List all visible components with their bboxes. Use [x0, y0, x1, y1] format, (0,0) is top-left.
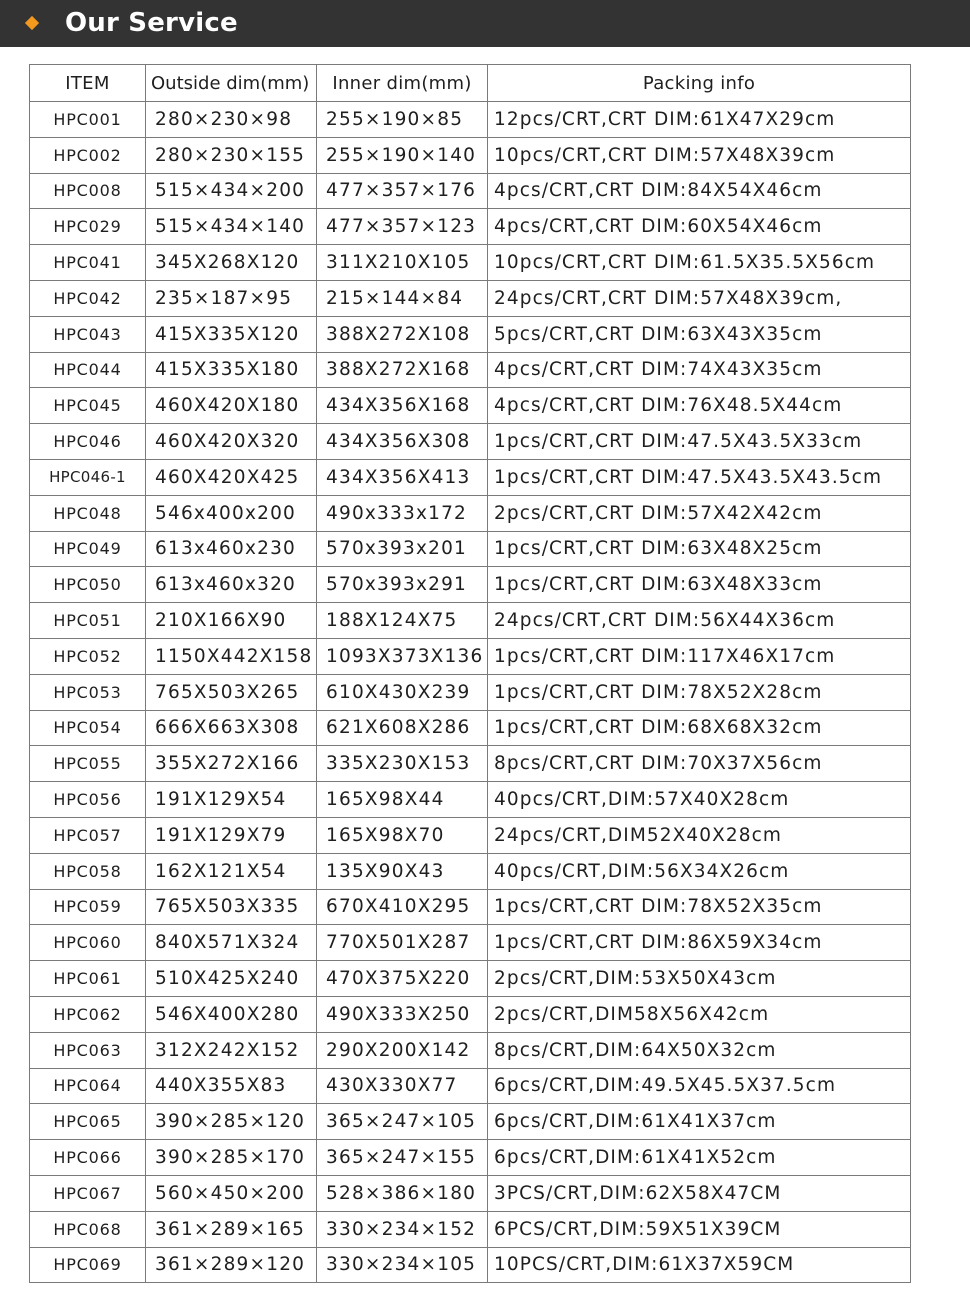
- packing-info-cell: 1pcs/CRT,CRT DIM:117X46X17cm: [488, 638, 911, 674]
- packing-info-cell: 5pcs/CRT,CRT DIM:63X43X35cm: [488, 316, 911, 352]
- table-row: [30, 567, 911, 603]
- table-row: [30, 817, 911, 853]
- packing-info-cell: 1pcs/CRT,CRT DIM:63X48X25cm: [488, 531, 911, 567]
- item-cell: HPC065: [30, 1104, 146, 1140]
- table-row: [30, 710, 911, 746]
- inner-dim-cell: 388X272X168: [317, 352, 488, 388]
- packing-info-cell: 6pcs/CRT,DIM:49.5X45.5X37.5cm: [488, 1068, 911, 1104]
- table-row: [30, 889, 911, 925]
- outside-dim-cell: 191X129X54: [146, 782, 317, 818]
- table-row: [30, 1032, 911, 1068]
- inner-dim-cell: 610X430X239: [317, 674, 488, 710]
- table-row: [30, 459, 911, 495]
- outside-dim-cell: 235×187×95: [146, 280, 317, 316]
- outside-dim-cell: 390×285×120: [146, 1104, 317, 1140]
- item-cell: HPC055: [30, 746, 146, 782]
- outside-dim-cell: 613x460x320: [146, 567, 317, 603]
- item-cell: HPC001: [30, 102, 146, 138]
- inner-dim-cell: 165X98X70: [317, 817, 488, 853]
- outside-dim-cell: 515×434×140: [146, 209, 317, 245]
- inner-dim-cell: 135X90X43: [317, 853, 488, 889]
- packing-info-cell: 40pcs/CRT,DIM:57X40X28cm: [488, 782, 911, 818]
- inner-dim-cell: 365×247×105: [317, 1104, 488, 1140]
- item-cell: HPC044: [30, 352, 146, 388]
- packing-info-cell: 1pcs/CRT,CRT DIM:47.5X43.5X43.5cm: [488, 459, 911, 495]
- inner-dim-cell: 528×386×180: [317, 1175, 488, 1211]
- item-cell: HPC057: [30, 817, 146, 853]
- inner-dim-cell: 215×144×84: [317, 280, 488, 316]
- table-row: [30, 1247, 911, 1283]
- packing-info-cell: 1pcs/CRT,CRT DIM:47.5X43.5X33cm: [488, 424, 911, 460]
- table-row: [30, 1104, 911, 1140]
- table-row: [30, 352, 911, 388]
- table-row: [30, 424, 911, 460]
- item-cell: HPC062: [30, 996, 146, 1032]
- packing-info-cell: 1pcs/CRT,CRT DIM:63X48X33cm: [488, 567, 911, 603]
- inner-dim-cell: 430X330X77: [317, 1068, 488, 1104]
- packing-info-cell: 24pcs/CRT,DIM52X40X28cm: [488, 817, 911, 853]
- inner-dim-cell: 477×357×123: [317, 209, 488, 245]
- outside-dim-cell: 765X503X335: [146, 889, 317, 925]
- inner-dim-cell: 335X230X153: [317, 746, 488, 782]
- outside-dim-cell: 1150X442X158: [146, 638, 317, 674]
- inner-dim-cell: 255×190×140: [317, 137, 488, 173]
- table-body: [30, 102, 911, 1283]
- item-cell: HPC051: [30, 603, 146, 639]
- item-cell: HPC043: [30, 316, 146, 352]
- packing-info-cell: 2pcs/CRT,DIM:53X50X43cm: [488, 961, 911, 997]
- table-row: [30, 495, 911, 531]
- outside-dim-cell: 361×289×120: [146, 1247, 317, 1283]
- table-row: [30, 1140, 911, 1176]
- packing-info-cell: 1pcs/CRT,CRT DIM:68X68X32cm: [488, 710, 911, 746]
- item-cell: HPC067: [30, 1175, 146, 1211]
- outside-dim-cell: 280×230×155: [146, 137, 317, 173]
- outside-dim-cell: 415X335X120: [146, 316, 317, 352]
- column-header-inner-dim: Inner dim(mm): [317, 65, 488, 102]
- column-header-packing-info: Packing info: [488, 65, 911, 102]
- inner-dim-cell: 290X200X142: [317, 1032, 488, 1068]
- item-cell: HPC049: [30, 531, 146, 567]
- item-cell: HPC042: [30, 280, 146, 316]
- item-cell: HPC064: [30, 1068, 146, 1104]
- packing-info-cell: 10pcs/CRT,CRT DIM:61.5X35.5X56cm: [488, 245, 911, 281]
- outside-dim-cell: 515×434×200: [146, 173, 317, 209]
- section-title: Our Service: [65, 8, 238, 38]
- packing-info-cell: 2pcs/CRT,DIM58X56X42cm: [488, 996, 911, 1032]
- inner-dim-cell: 770X501X287: [317, 925, 488, 961]
- outside-dim-cell: 345X268X120: [146, 245, 317, 281]
- inner-dim-cell: 165X98X44: [317, 782, 488, 818]
- table-row: [30, 173, 911, 209]
- outside-dim-cell: 546X400X280: [146, 996, 317, 1032]
- inner-dim-cell: 311X210X105: [317, 245, 488, 281]
- item-cell: HPC063: [30, 1032, 146, 1068]
- outside-dim-cell: 460X420X180: [146, 388, 317, 424]
- item-cell: HPC061: [30, 961, 146, 997]
- inner-dim-cell: 330×234×152: [317, 1211, 488, 1247]
- packing-info-cell: 4pcs/CRT,CRT DIM:74X43X35cm: [488, 352, 911, 388]
- outside-dim-cell: 613x460x230: [146, 531, 317, 567]
- outside-dim-cell: 312X242X152: [146, 1032, 317, 1068]
- inner-dim-cell: 388X272X108: [317, 316, 488, 352]
- table-row: [30, 1175, 911, 1211]
- outside-dim-cell: 510X425X240: [146, 961, 317, 997]
- item-cell: HPC058: [30, 853, 146, 889]
- product-spec-table: [29, 64, 911, 1283]
- item-cell: HPC066: [30, 1140, 146, 1176]
- column-header-item: ITEM: [30, 65, 146, 102]
- table-row: [30, 137, 911, 173]
- diamond-bullet-icon: [25, 16, 39, 30]
- table-row: [30, 996, 911, 1032]
- item-cell: HPC008: [30, 173, 146, 209]
- section-header: [0, 0, 970, 47]
- packing-info-cell: 1pcs/CRT,CRT DIM:86X59X34cm: [488, 925, 911, 961]
- inner-dim-cell: 434X356X308: [317, 424, 488, 460]
- outside-dim-cell: 765X503X265: [146, 674, 317, 710]
- table-row: [30, 782, 911, 818]
- table-row: [30, 638, 911, 674]
- item-cell: HPC045: [30, 388, 146, 424]
- outside-dim-cell: 210X166X90: [146, 603, 317, 639]
- packing-info-cell: 1pcs/CRT,CRT DIM:78X52X28cm: [488, 674, 911, 710]
- table-row: [30, 1211, 911, 1247]
- outside-dim-cell: 415X335X180: [146, 352, 317, 388]
- inner-dim-cell: 188X124X75: [317, 603, 488, 639]
- item-cell: HPC052: [30, 638, 146, 674]
- table-row: [30, 388, 911, 424]
- inner-dim-cell: 670X410X295: [317, 889, 488, 925]
- packing-info-cell: 4pcs/CRT,CRT DIM:84X54X46cm: [488, 173, 911, 209]
- outside-dim-cell: 191X129X79: [146, 817, 317, 853]
- item-cell: HPC046-1: [30, 459, 146, 495]
- inner-dim-cell: 490x333x172: [317, 495, 488, 531]
- table-row: [30, 853, 911, 889]
- packing-info-cell: 1pcs/CRT,CRT DIM:78X52X35cm: [488, 889, 911, 925]
- table-row: [30, 280, 911, 316]
- outside-dim-cell: 280×230×98: [146, 102, 317, 138]
- table-row: [30, 1068, 911, 1104]
- inner-dim-cell: 621X608X286: [317, 710, 488, 746]
- packing-info-cell: 8pcs/CRT,DIM:64X50X32cm: [488, 1032, 911, 1068]
- outside-dim-cell: 390×285×170: [146, 1140, 317, 1176]
- outside-dim-cell: 440X355X83: [146, 1068, 317, 1104]
- item-cell: HPC053: [30, 674, 146, 710]
- inner-dim-cell: 365×247×155: [317, 1140, 488, 1176]
- table-header-row: [30, 65, 911, 102]
- outside-dim-cell: 162X121X54: [146, 853, 317, 889]
- packing-info-cell: 24pcs/CRT,CRT DIM:57X48X39cm,: [488, 280, 911, 316]
- inner-dim-cell: 570x393x291: [317, 567, 488, 603]
- outside-dim-cell: 361×289×165: [146, 1211, 317, 1247]
- item-cell: HPC002: [30, 137, 146, 173]
- packing-info-cell: 3PCS/CRT,DIM:62X58X47CM: [488, 1175, 911, 1211]
- table-row: [30, 316, 911, 352]
- item-cell: HPC048: [30, 495, 146, 531]
- packing-info-cell: 12pcs/CRT,CRT DIM:61X47X29cm: [488, 102, 911, 138]
- table-row: [30, 245, 911, 281]
- outside-dim-cell: 666X663X308: [146, 710, 317, 746]
- packing-info-cell: 6PCS/CRT,DIM:59X51X39CM: [488, 1211, 911, 1247]
- table-row: [30, 603, 911, 639]
- inner-dim-cell: 470X375X220: [317, 961, 488, 997]
- item-cell: HPC054: [30, 710, 146, 746]
- packing-info-cell: 10PCS/CRT,DIM:61X37X59CM: [488, 1247, 911, 1283]
- table-row: [30, 925, 911, 961]
- item-cell: HPC050: [30, 567, 146, 603]
- packing-info-cell: 2pcs/CRT,CRT DIM:57X42X42cm: [488, 495, 911, 531]
- item-cell: HPC029: [30, 209, 146, 245]
- inner-dim-cell: 434X356X168: [317, 388, 488, 424]
- outside-dim-cell: 560×450×200: [146, 1175, 317, 1211]
- packing-info-cell: 40pcs/CRT,DIM:56X34X26cm: [488, 853, 911, 889]
- inner-dim-cell: 490X333X250: [317, 996, 488, 1032]
- inner-dim-cell: 434X356X413: [317, 459, 488, 495]
- packing-info-cell: 8pcs/CRT,CRT DIM:70X37X56cm: [488, 746, 911, 782]
- outside-dim-cell: 355X272X166: [146, 746, 317, 782]
- item-cell: HPC060: [30, 925, 146, 961]
- packing-info-cell: 6pcs/CRT,DIM:61X41X37cm: [488, 1104, 911, 1140]
- table-row: [30, 746, 911, 782]
- inner-dim-cell: 330×234×105: [317, 1247, 488, 1283]
- packing-info-cell: 6pcs/CRT,DIM:61X41X52cm: [488, 1140, 911, 1176]
- packing-info-cell: 4pcs/CRT,CRT DIM:76X48.5X44cm: [488, 388, 911, 424]
- table-row: [30, 102, 911, 138]
- table-row: [30, 209, 911, 245]
- packing-info-cell: 4pcs/CRT,CRT DIM:60X54X46cm: [488, 209, 911, 245]
- table-row: [30, 674, 911, 710]
- item-cell: HPC059: [30, 889, 146, 925]
- item-cell: HPC068: [30, 1211, 146, 1247]
- item-cell: HPC069: [30, 1247, 146, 1283]
- inner-dim-cell: 1093X373X136: [317, 638, 488, 674]
- table-row: [30, 961, 911, 997]
- outside-dim-cell: 460X420X425: [146, 459, 317, 495]
- outside-dim-cell: 460X420X320: [146, 424, 317, 460]
- item-cell: HPC056: [30, 782, 146, 818]
- column-header-outside-dim: Outside dim(mm): [146, 65, 317, 102]
- item-cell: HPC041: [30, 245, 146, 281]
- outside-dim-cell: 840X571X324: [146, 925, 317, 961]
- packing-info-cell: 10pcs/CRT,CRT DIM:57X48X39cm: [488, 137, 911, 173]
- packing-info-cell: 24pcs/CRT,CRT DIM:56X44X36cm: [488, 603, 911, 639]
- item-cell: HPC046: [30, 424, 146, 460]
- inner-dim-cell: 570x393x201: [317, 531, 488, 567]
- table-row: [30, 531, 911, 567]
- inner-dim-cell: 255×190×85: [317, 102, 488, 138]
- inner-dim-cell: 477×357×176: [317, 173, 488, 209]
- outside-dim-cell: 546x400x200: [146, 495, 317, 531]
